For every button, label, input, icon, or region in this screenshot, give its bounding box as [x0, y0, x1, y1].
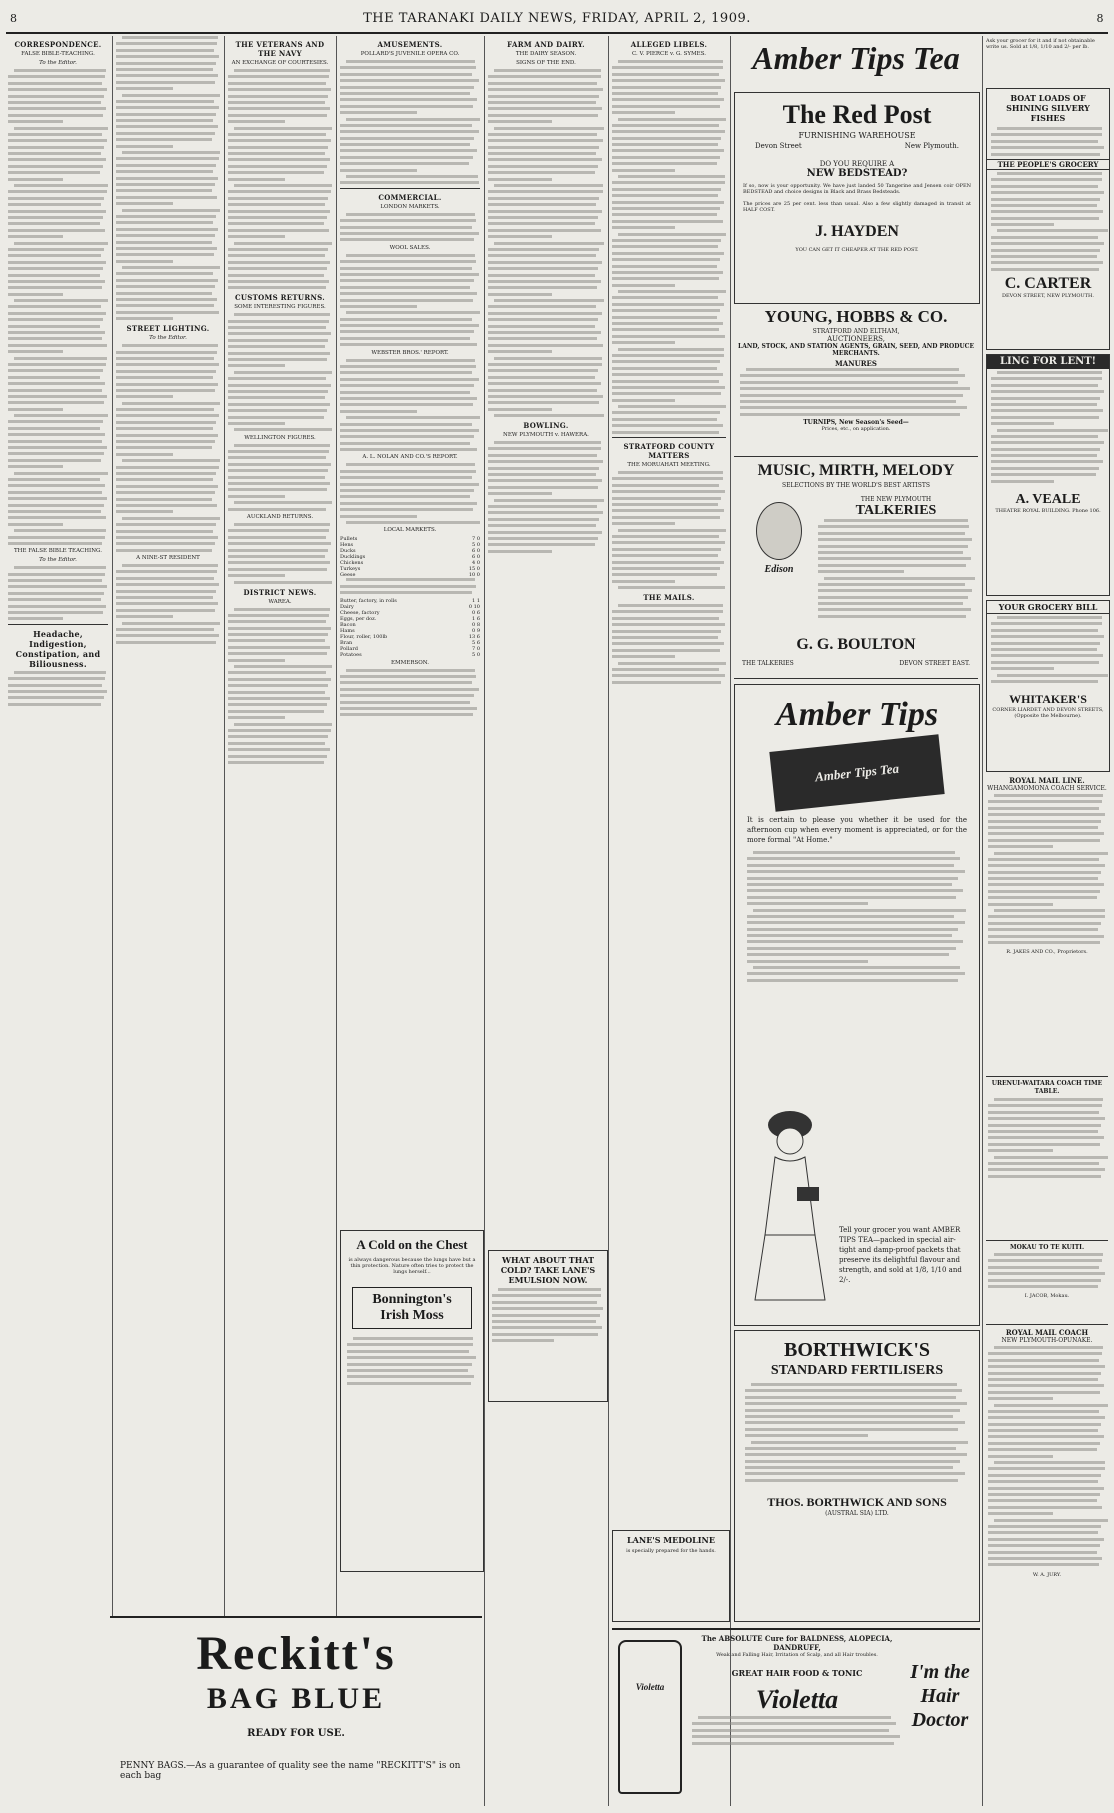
ad-name: C. CARTER — [1004, 274, 1092, 292]
divider — [8, 624, 108, 625]
article-heading: WEBSTER BROS.' REPORT. — [371, 349, 449, 356]
column-6 — [612, 36, 726, 1416]
article-subheading: To the Editor. — [39, 60, 77, 66]
section-heading: BOWLING. — [523, 421, 569, 431]
body-text — [341, 1337, 483, 1385]
body-text — [340, 578, 480, 594]
table-cell-item: Dairy — [340, 603, 354, 610]
ad-amber-tips-big — [734, 684, 980, 1326]
article-heading: WOOL SALES. — [389, 244, 431, 251]
table-cell-value: 1 1 — [472, 597, 480, 604]
ad-young-hobbs — [734, 306, 978, 457]
ad-name: W. A. JURY. — [1032, 1571, 1062, 1578]
ad-line: LAND, STOCK, AND STATION AGENTS, GRAIN, SEED, AND PRODUCE MERCHANTS. — [737, 343, 975, 357]
table-cell-value: 6 0 — [472, 548, 480, 555]
table-cell-value: 0 8 — [472, 621, 480, 628]
ad-title: Amber Tips — [775, 696, 939, 733]
table-cell-item: Eggs, per doz. — [340, 615, 377, 622]
ad-title: A Cold on the Chest — [356, 1237, 468, 1252]
ad-lanes-emulsion — [488, 1250, 608, 1402]
ad-address — [735, 140, 979, 152]
ad-footer: Prices, etc., on application. — [821, 426, 891, 433]
ad-name: J. HAYDEN — [815, 223, 899, 240]
signature: A NINE-ST RESIDENT — [136, 555, 200, 562]
ad-grocery-bill — [986, 600, 1110, 772]
local-markets-table — [340, 536, 480, 578]
table-cell-value: 0 9 — [472, 627, 480, 634]
article-heading: CUSTOMS RETURNS. — [234, 293, 325, 303]
ad-sub: WHANGAMOMONA COACH SERVICE. — [987, 785, 1107, 792]
body-text — [340, 213, 480, 242]
table-cell-item: Hens — [340, 542, 354, 549]
body-text — [987, 127, 1109, 156]
article-heading: POLLARD'S JUVENILE OPERA CO. — [360, 51, 460, 57]
body-text — [612, 604, 726, 684]
body-text — [228, 69, 332, 289]
ad-title: YOUNG, HOBBS & CO. — [764, 307, 948, 326]
ad-title: BOAT LOADS OF SHINING SILVERY FISHES — [1006, 93, 1090, 123]
ad-question-2: NEW BEDSTEAD? — [806, 168, 908, 179]
ad-product: GREAT HAIR FOOD & TONIC — [731, 1668, 863, 1678]
ad-addr: CORNER LIARDET AND DEVON STREETS, (Opposite the Melbourne). — [992, 707, 1104, 720]
ad-borthwick — [734, 1330, 980, 1622]
ad-title: LING FOR LENT! — [987, 355, 1109, 369]
table-cell-item: Hams — [340, 627, 355, 634]
section-heading: CORRESPONDENCE. — [14, 40, 102, 49]
ad-brand: Violetta — [755, 1685, 839, 1714]
table-cell-value: 5 0 — [472, 651, 480, 658]
table-cell-value: 7 0 — [472, 645, 480, 652]
ad-name: WHITAKER'S — [1009, 692, 1087, 707]
ad-music-mirth — [734, 460, 978, 679]
ad-body: is always dangerous because the lungs have but a thin protection. Nature often tries to protect the lungs herself... — [348, 1257, 476, 1275]
ad-amber-tips-side: Ask your grocer for it and if not obtainable write us. Sold at 1/8, 1/10 and 2/- per lb. — [986, 38, 1095, 50]
body-text — [228, 444, 332, 511]
section-heading: ALLEGED LIBELS. — [630, 40, 708, 49]
body-text — [612, 60, 726, 434]
column-rule — [730, 36, 731, 1806]
edison-portrait — [744, 496, 814, 606]
ad-prices: The prices are 25 per cent. less than usual. Also a few slightly damaged in transit at HALF COST. — [743, 201, 971, 213]
ad-name: R. JAKES AND CO., Proprietors. — [1006, 949, 1088, 956]
divider — [612, 437, 726, 438]
page-number-left: 8 — [10, 11, 18, 25]
masthead — [6, 4, 1108, 34]
portrait-caption: Edison — [764, 564, 794, 575]
article-heading: A. L. NOLAN AND CO.'S REPORT. — [362, 454, 458, 461]
article-heading: EMMERSON. — [391, 659, 429, 666]
ad-question: DO YOU REQUIRE A — [819, 160, 895, 168]
column-rule — [336, 36, 337, 1806]
ad-ling-for-lent — [986, 354, 1110, 596]
article-subheading: SOME INTERESTING FIGURES. — [234, 304, 326, 311]
column-5 — [488, 36, 604, 1236]
column-4 — [340, 36, 480, 1216]
ad-title: BORTHWICK'S — [784, 1339, 930, 1361]
masthead-title: THE TARANAKI DAILY NEWS, FRIDAY, APRIL 2, 1909. — [363, 10, 751, 26]
article-heading: LONDON MARKETS. — [380, 203, 440, 210]
ad-body: If so, now is your opportunity. We have just landed 50 Tangerine and Jensen coir OPEN BEDSTEAD and choice designs in Black and Brass Bedsteads. — [743, 183, 971, 195]
column-rule — [224, 36, 225, 1806]
ad-title: WHAT ABOUT THAT COLD? TAKE LANE'S EMULSION NOW. — [500, 1255, 596, 1285]
ad-sub: Weak and Falling Hair, Irritation of Scalp, and all Hair troubles. — [716, 1652, 878, 1658]
table-cell-item: Geese — [340, 572, 356, 579]
body-text — [986, 1096, 1108, 1183]
footer-left: THE TALKERIES — [742, 660, 794, 667]
ad-title: LANE'S MEDOLINE — [627, 1535, 715, 1545]
table-cell-item: Ducklings — [340, 554, 366, 561]
body-text — [228, 523, 332, 584]
ad-footer: PENNY BAGS.—As a guarantee of quality see the name "RECKITT'S" is on each bag — [120, 1761, 461, 1781]
ad-reckitts — [110, 1616, 482, 1810]
ad-brand: Reckitt's — [196, 1627, 396, 1680]
table-cell-item: Turkeys — [340, 566, 361, 573]
ad-title: URENUI-WAITARA COACH TIME TABLE. — [991, 1080, 1103, 1095]
ad-opunake — [986, 1328, 1108, 1808]
table-cell-value: 6 0 — [472, 554, 480, 561]
table-cell-value: 4 0 — [472, 560, 480, 567]
packet-label: Amber Tips Tea — [814, 760, 900, 785]
article-heading: STREET LIGHTING. — [126, 324, 210, 334]
ad-name: I. JACOB, Mokau. — [1024, 1293, 1070, 1300]
article-subheading: To the Editor. — [39, 557, 77, 564]
ad-title: MOKAU TO TE KUITI. — [1009, 1244, 1085, 1251]
body-text — [735, 1379, 979, 1489]
ad-turnips: TURNIPS, New Season's Seed— — [803, 419, 909, 427]
store-sub: THE NEW PLYMOUTH — [860, 496, 932, 503]
ad-amber-tips-banner — [734, 36, 978, 86]
table-cell-item: Pollard — [340, 645, 358, 652]
ad-tagline: READY FOR USE. — [247, 1728, 345, 1739]
ad-footer — [742, 660, 970, 667]
ad-sub: NEW PLYMOUTH-OPUNAKE. — [1001, 1337, 1093, 1344]
table-cell-item: Bran — [340, 639, 353, 646]
body-text — [488, 69, 604, 417]
ad-heading: Headache, Indigestion, Constipation, and Biliousness. — [15, 628, 101, 669]
ad-boat-loads — [986, 88, 1110, 350]
section-heading: FARM AND DAIRY. — [507, 40, 585, 49]
ad-title: The Red Post — [782, 100, 932, 129]
body-text — [340, 669, 480, 717]
body-text — [8, 671, 108, 706]
body-text — [116, 344, 220, 552]
article-subheading: WAREA. — [268, 598, 292, 605]
article-subheading: AUCKLAND RETURNS. — [246, 514, 314, 520]
addr-right: New Plymouth. — [904, 142, 959, 150]
article-heading: THE VETERANS AND THE NAVY — [235, 40, 325, 58]
ad-footer: YOU CAN GET IT CHEAPER AT THE RED POST. — [795, 247, 919, 253]
article-heading: THE FALSE BIBLE TEACHING. — [14, 548, 102, 555]
body-text — [8, 566, 108, 620]
ad-hair-doctor — [612, 1628, 980, 1810]
addr-left: Devon Street — [755, 142, 802, 150]
body-text — [488, 441, 604, 553]
body-text — [489, 1285, 607, 1349]
ad-title: ROYAL MAIL LINE. — [1009, 776, 1085, 785]
ad-text-block — [692, 1634, 902, 1748]
produce-table — [340, 598, 480, 658]
article-heading: FALSE BIBLE-TEACHING. — [21, 51, 95, 57]
body-text — [340, 60, 480, 184]
body-text — [986, 1251, 1108, 1293]
ad-name: THOS. BORTHWICK AND SONS — [767, 1495, 947, 1510]
ad-body: It is certain to please you whether it be used for the afternoon cup when every moment is appreciated, or for the more formal "At Home." — [747, 816, 967, 844]
article-subheading: To the Editor. — [149, 335, 187, 342]
ad-lanes-medoline — [612, 1530, 730, 1622]
article-heading: NEW PLYMOUTH v. HAWERA. — [503, 432, 589, 439]
ad-sub: FURNISHING WAREHOUSE — [798, 131, 916, 140]
portrait-icon — [756, 502, 802, 560]
table-cell-value: 13 6 — [468, 633, 480, 640]
bottle-label: Violetta — [635, 1682, 665, 1692]
ad-sub: STRATFORD AND ELTHAM, — [812, 328, 900, 335]
ad-title: ROYAL MAIL COACH — [1005, 1328, 1089, 1337]
ad-sub-2: (AUSTRAL SIA) LTD. — [825, 1510, 889, 1518]
table-cell-item: Chickens — [340, 560, 364, 567]
body-text — [340, 463, 480, 524]
article-heading: DISTRICT NEWS. — [243, 587, 317, 597]
column-rule — [112, 36, 113, 1806]
ad-sub-2: AUCTIONEERS, — [827, 335, 885, 343]
table-cell-item: Pullets — [340, 536, 358, 543]
ad-urenui — [986, 1080, 1108, 1241]
article-subheading: WELLINGTON FIGURES. — [244, 434, 316, 441]
article-subheading: SIGNS OF THE END. — [516, 60, 576, 66]
article-heading: THE DAIRY SEASON. — [515, 51, 577, 57]
column-rule — [982, 36, 983, 1806]
page-number-right: 8 — [1096, 11, 1104, 25]
body-text — [116, 564, 220, 644]
body-text — [987, 369, 1109, 488]
ad-head: THE PEOPLE'S GROCERY — [987, 159, 1109, 170]
ad-name: G. G. BOULTON — [796, 636, 916, 653]
bottle-illustration — [618, 1640, 682, 1794]
ad-product: BAG BLUE — [206, 1682, 386, 1715]
ad-name: A. VEALE — [1015, 492, 1081, 508]
column-1 — [8, 36, 108, 1426]
body-text — [987, 172, 1109, 271]
ad-title: Amber Tips Tea — [752, 40, 960, 76]
table-cell-value: 1 6 — [472, 615, 480, 622]
table-cell-value: 5 6 — [472, 639, 480, 646]
ad-title: YOUR GROCERY BILL — [987, 601, 1109, 614]
table-cell-value: 0 10 — [468, 603, 480, 610]
body-text — [612, 471, 726, 589]
ad-title: MUSIC, MIRTH, MELODY — [757, 462, 955, 479]
table-cell-value: 10 0 — [468, 572, 480, 579]
body-text — [228, 313, 332, 431]
divider — [340, 188, 480, 189]
body-text — [818, 519, 974, 618]
body-text — [116, 36, 220, 320]
ad-cold-on-chest — [340, 1230, 484, 1572]
ad-body: is specially prepared for the hands. — [626, 1548, 716, 1554]
ad-title: The ABSOLUTE Cure for BALDNESS, ALOPECIA, DANDRUFF, — [701, 1634, 893, 1652]
table-cell-item: Bacon — [340, 621, 356, 628]
ad-sub: SELECTIONS BY THE WORLD'S BEST ARTISTS — [782, 482, 930, 489]
table-cell-value: 7 0 — [472, 536, 480, 543]
column-rule — [608, 36, 609, 1806]
woman-illustration — [745, 1095, 835, 1305]
section-heading: COMMERCIAL. — [378, 192, 442, 202]
ad-sub: STANDARD FERTILISERS — [770, 1363, 944, 1378]
body-text — [340, 359, 480, 451]
article-heading: THE MORUAHATI MEETING. — [627, 462, 711, 469]
table-cell-item: Cheese, factory — [340, 609, 380, 616]
footer-right: DEVON STREET EAST. — [899, 660, 970, 667]
ad-red-post — [734, 92, 980, 304]
section-heading: THE MAILS. — [643, 593, 695, 603]
body-text — [692, 1716, 902, 1745]
section-heading: STRATFORD COUNTY MATTERS — [623, 442, 715, 461]
ad-royal-mail — [986, 776, 1108, 1077]
store-name: TALKERIES — [855, 503, 937, 518]
ad-cta: Tell your grocer you want AMBER TIPS TEA—packed in special air-tight and damp-proof packets that preserve its delightful flavour and strength, and sold at 1/8, 1/10 and 2/-. — [839, 1226, 962, 1284]
body-text — [734, 368, 978, 416]
table-cell-item: Flour, roller, 100lb — [340, 633, 388, 640]
body-text — [986, 1344, 1108, 1572]
ad-addr: DEVON STREET, NEW PLYMOUTH. — [1002, 292, 1094, 299]
table-cell-item: Potatoes — [340, 651, 362, 658]
section-heading: AMUSEMENTS. — [377, 40, 443, 49]
ad-mokau — [986, 1244, 1108, 1325]
column-3 — [228, 36, 332, 1426]
article-heading: LOCAL MARKETS. — [383, 527, 437, 534]
body-text — [987, 614, 1109, 688]
body-text — [8, 69, 108, 545]
column-2 — [116, 36, 220, 1426]
ad-addr: THEATRE ROYAL BUILDING. Phone 106. — [995, 508, 1101, 515]
table-cell-item: Butter, factory, in rolls — [340, 597, 397, 604]
body-text — [986, 792, 1108, 949]
table-row — [340, 652, 480, 658]
ad-manures: MANURES — [835, 359, 877, 368]
table-cell-item: Ducks — [340, 548, 356, 555]
column-rule — [484, 36, 485, 1806]
table-cell-value: 5 0 — [472, 542, 480, 549]
table-cell-value: 15 0 — [468, 566, 480, 573]
table-cell-value: 0 6 — [472, 609, 480, 616]
ad-product: Bonnington's Irish Moss — [372, 1292, 452, 1323]
body-text — [735, 851, 979, 982]
tea-packet — [769, 734, 944, 811]
ad-slogan: I'm the Hair Doctor — [910, 1661, 970, 1731]
body-text — [340, 254, 480, 346]
body-text — [228, 608, 332, 764]
article-subheading: AN EXCHANGE OF COURTESIES. — [231, 60, 329, 66]
article-heading: C. V. PIERCE v. G. SYMES. — [631, 51, 707, 57]
